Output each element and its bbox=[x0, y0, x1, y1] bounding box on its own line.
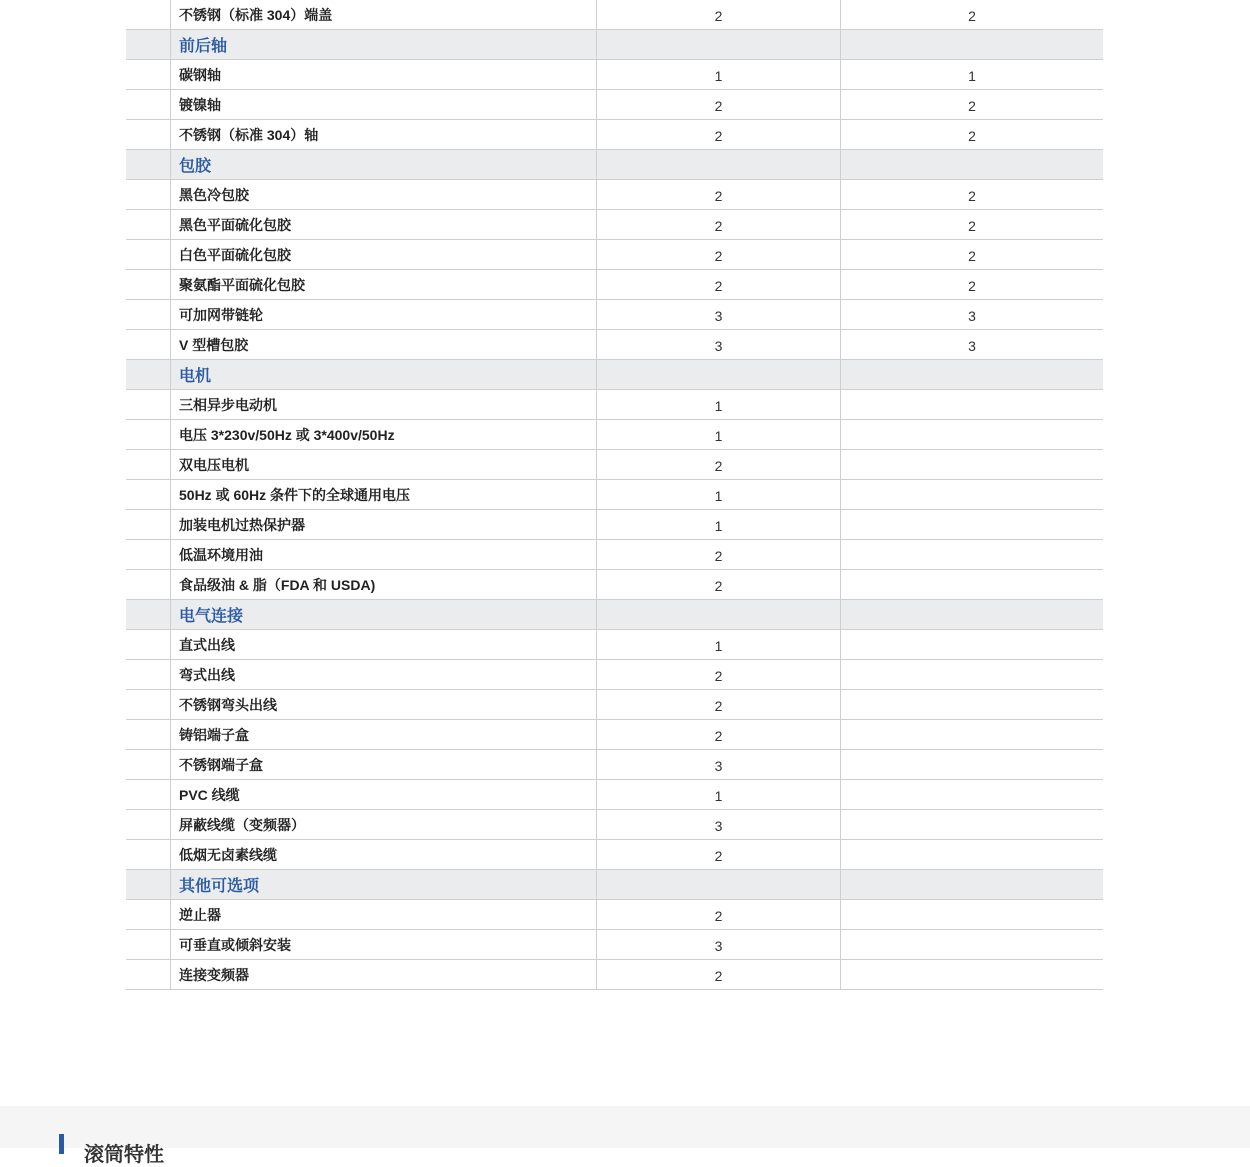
table-row bbox=[126, 720, 1103, 750]
value-cell-1 bbox=[597, 30, 841, 59]
option-label: 电压 3*230v/50Hz 或 3*400v/50Hz bbox=[171, 420, 597, 449]
table-row bbox=[126, 180, 1103, 210]
option-label: 低温环境用油 bbox=[171, 540, 597, 569]
value-cell-1: 2 bbox=[597, 540, 841, 569]
row-indent-cell bbox=[126, 120, 171, 149]
value-cell-1 bbox=[597, 360, 841, 389]
value-cell-2 bbox=[841, 900, 1103, 929]
table-row bbox=[126, 510, 1103, 540]
table-row bbox=[126, 330, 1103, 360]
section-header-row bbox=[126, 360, 1103, 390]
value-cell-2 bbox=[841, 930, 1103, 959]
value-cell-1: 2 bbox=[597, 900, 841, 929]
row-indent-cell bbox=[126, 630, 171, 659]
row-indent-cell bbox=[126, 150, 171, 179]
table-row bbox=[126, 570, 1103, 600]
table-row bbox=[126, 900, 1103, 930]
value-cell-2 bbox=[841, 570, 1103, 599]
row-indent-cell bbox=[126, 360, 171, 389]
table-row bbox=[126, 300, 1103, 330]
option-label: 可加网带链轮 bbox=[171, 300, 597, 329]
value-cell-1: 1 bbox=[597, 390, 841, 419]
value-cell-2 bbox=[841, 840, 1103, 869]
option-label: 屏蔽线缆（变频器） bbox=[171, 810, 597, 839]
option-label: 可垂直或倾斜安装 bbox=[171, 930, 597, 959]
row-indent-cell bbox=[126, 480, 171, 509]
option-label: 双电压电机 bbox=[171, 450, 597, 479]
value-cell-2 bbox=[841, 660, 1103, 689]
table-row bbox=[126, 660, 1103, 690]
option-label: 碳钢轴 bbox=[171, 60, 597, 89]
option-label: 不锈钢弯头出线 bbox=[171, 690, 597, 719]
row-indent-cell bbox=[126, 750, 171, 779]
table-row bbox=[126, 270, 1103, 300]
section-title: 前后轴 bbox=[171, 30, 597, 59]
value-cell-1: 2 bbox=[597, 840, 841, 869]
next-section-heading: 滚筒特性 bbox=[84, 1144, 164, 1166]
value-cell-1: 3 bbox=[597, 930, 841, 959]
value-cell-1: 2 bbox=[597, 570, 841, 599]
value-cell-2 bbox=[841, 690, 1103, 719]
value-cell-1: 1 bbox=[597, 780, 841, 809]
option-label: 铸铝端子盒 bbox=[171, 720, 597, 749]
table-row bbox=[126, 960, 1103, 990]
value-cell-1 bbox=[597, 600, 841, 629]
section-title: 电机 bbox=[171, 360, 597, 389]
value-cell-1: 3 bbox=[597, 300, 841, 329]
value-cell-2: 2 bbox=[968, 97, 976, 114]
value-cell-1 bbox=[597, 150, 841, 179]
option-label: 50Hz 或 60Hz 条件下的全球通用电压 bbox=[171, 480, 597, 509]
table-row bbox=[126, 930, 1103, 960]
table-row bbox=[126, 120, 1103, 150]
option-label: PVC 线缆 bbox=[171, 780, 597, 809]
value-cell-1: 3 bbox=[597, 330, 841, 359]
value-cell-1: 3 bbox=[597, 810, 841, 839]
table-row bbox=[126, 90, 1103, 120]
value-cell-2: 2 bbox=[968, 187, 976, 204]
value-cell-2 bbox=[841, 750, 1103, 779]
section-header-row bbox=[126, 600, 1103, 630]
value-cell-2: 3 bbox=[968, 337, 976, 354]
table-row bbox=[126, 690, 1103, 720]
section-accent-bar bbox=[59, 1134, 64, 1154]
value-cell-2 bbox=[841, 480, 1103, 509]
table-row bbox=[126, 60, 1103, 90]
value-cell-1: 2 bbox=[597, 720, 841, 749]
option-label: 低烟无卤素线缆 bbox=[171, 840, 597, 869]
row-indent-cell bbox=[126, 450, 171, 479]
row-indent-cell bbox=[126, 510, 171, 539]
value-cell-1: 2 bbox=[597, 960, 841, 989]
value-cell-2 bbox=[841, 390, 1103, 419]
row-indent-cell bbox=[126, 420, 171, 449]
section-header-row bbox=[126, 30, 1103, 60]
value-cell-1: 2 bbox=[597, 270, 841, 299]
value-cell-1: 2 bbox=[597, 90, 841, 119]
option-label: V 型槽包胶 bbox=[171, 330, 597, 359]
row-indent-cell bbox=[126, 210, 171, 239]
table-row bbox=[126, 390, 1103, 420]
value-cell-2 bbox=[841, 360, 1103, 389]
table-row bbox=[126, 750, 1103, 780]
option-label: 食品级油 & 脂（FDA 和 USDA) bbox=[171, 570, 597, 599]
option-label: 黑色平面硫化包胶 bbox=[171, 210, 597, 239]
option-label: 连接变频器 bbox=[171, 960, 597, 989]
row-indent-cell bbox=[126, 180, 171, 209]
value-cell-2: 2 bbox=[968, 247, 976, 264]
value-cell-1: 2 bbox=[597, 210, 841, 239]
value-cell-1: 2 bbox=[597, 690, 841, 719]
value-cell-1: 2 bbox=[597, 660, 841, 689]
option-label: 不锈钢（标准 304）轴 bbox=[171, 120, 597, 149]
row-indent-cell bbox=[126, 60, 171, 89]
value-cell-2 bbox=[841, 720, 1103, 749]
option-label: 白色平面硫化包胶 bbox=[171, 240, 597, 269]
value-cell-1: 1 bbox=[597, 60, 841, 89]
value-cell-1: 1 bbox=[597, 420, 841, 449]
value-cell-2 bbox=[841, 600, 1103, 629]
table-row bbox=[126, 240, 1103, 270]
row-indent-cell bbox=[126, 840, 171, 869]
row-indent-cell bbox=[126, 300, 171, 329]
table-row bbox=[126, 210, 1103, 240]
value-cell-1: 2 bbox=[597, 450, 841, 479]
value-cell-2 bbox=[841, 420, 1103, 449]
value-cell-2: 1 bbox=[968, 67, 976, 84]
row-indent-cell bbox=[126, 30, 171, 59]
table-row bbox=[126, 840, 1103, 870]
row-indent-cell bbox=[126, 930, 171, 959]
section-title: 包胶 bbox=[171, 150, 597, 179]
value-cell-1: 1 bbox=[597, 480, 841, 509]
value-cell-1: 1 bbox=[597, 630, 841, 659]
value-cell-2: 2 bbox=[968, 7, 976, 24]
table-row bbox=[126, 480, 1103, 510]
table-row bbox=[126, 420, 1103, 450]
option-label: 镀镍轴 bbox=[171, 90, 597, 119]
option-label: 加装电机过热保护器 bbox=[171, 510, 597, 539]
option-label: 三相异步电动机 bbox=[171, 390, 597, 419]
option-label: 逆止器 bbox=[171, 900, 597, 929]
option-label: 不锈钢端子盒 bbox=[171, 750, 597, 779]
row-indent-cell bbox=[126, 240, 171, 269]
table-row bbox=[126, 810, 1103, 840]
row-indent-cell bbox=[126, 570, 171, 599]
value-cell-2 bbox=[841, 450, 1103, 479]
value-cell-2 bbox=[841, 780, 1103, 809]
option-label: 黑色冷包胶 bbox=[171, 180, 597, 209]
value-cell-2: 2 bbox=[968, 127, 976, 144]
value-cell-2 bbox=[841, 510, 1103, 539]
section-header-row bbox=[126, 870, 1103, 900]
value-cell-2 bbox=[841, 630, 1103, 659]
value-cell-1: 2 bbox=[597, 120, 841, 149]
option-label: 弯式出线 bbox=[171, 660, 597, 689]
row-indent-cell bbox=[126, 720, 171, 749]
row-indent-cell bbox=[126, 870, 171, 899]
value-cell-2 bbox=[841, 150, 1103, 179]
options-table bbox=[126, 0, 1103, 990]
option-label: 不锈钢（标准 304）端盖 bbox=[171, 0, 597, 29]
value-cell-1: 3 bbox=[597, 750, 841, 779]
row-indent-cell bbox=[126, 540, 171, 569]
section-title: 电气连接 bbox=[171, 600, 597, 629]
value-cell-2: 2 bbox=[968, 217, 976, 234]
option-label: 聚氨酯平面硫化包胶 bbox=[171, 270, 597, 299]
table-row bbox=[126, 450, 1103, 480]
row-indent-cell bbox=[126, 90, 171, 119]
row-indent-cell bbox=[126, 780, 171, 809]
row-indent-cell bbox=[126, 330, 171, 359]
section-title: 其他可选项 bbox=[171, 870, 597, 899]
row-indent-cell bbox=[126, 660, 171, 689]
option-label: 直式出线 bbox=[171, 630, 597, 659]
value-cell-2 bbox=[841, 870, 1103, 899]
row-indent-cell bbox=[126, 960, 171, 989]
table-row bbox=[126, 780, 1103, 810]
value-cell-2 bbox=[841, 540, 1103, 569]
table-row bbox=[126, 0, 1103, 30]
value-cell-1: 2 bbox=[597, 180, 841, 209]
row-indent-cell bbox=[126, 0, 171, 29]
row-indent-cell bbox=[126, 900, 171, 929]
row-indent-cell bbox=[126, 690, 171, 719]
row-indent-cell bbox=[126, 600, 171, 629]
value-cell-2 bbox=[841, 30, 1103, 59]
value-cell-2: 2 bbox=[968, 277, 976, 294]
row-indent-cell bbox=[126, 810, 171, 839]
row-indent-cell bbox=[126, 270, 171, 299]
next-section-band bbox=[0, 1106, 1250, 1166]
value-cell-2: 3 bbox=[968, 307, 976, 324]
value-cell-1: 1 bbox=[597, 510, 841, 539]
value-cell-1: 2 bbox=[597, 240, 841, 269]
row-indent-cell bbox=[126, 390, 171, 419]
value-cell-1 bbox=[597, 870, 841, 899]
section-header-row bbox=[126, 150, 1103, 180]
table-row bbox=[126, 540, 1103, 570]
value-cell-2 bbox=[841, 810, 1103, 839]
value-cell-2 bbox=[841, 960, 1103, 989]
table-row bbox=[126, 630, 1103, 660]
value-cell-1: 2 bbox=[597, 0, 841, 29]
